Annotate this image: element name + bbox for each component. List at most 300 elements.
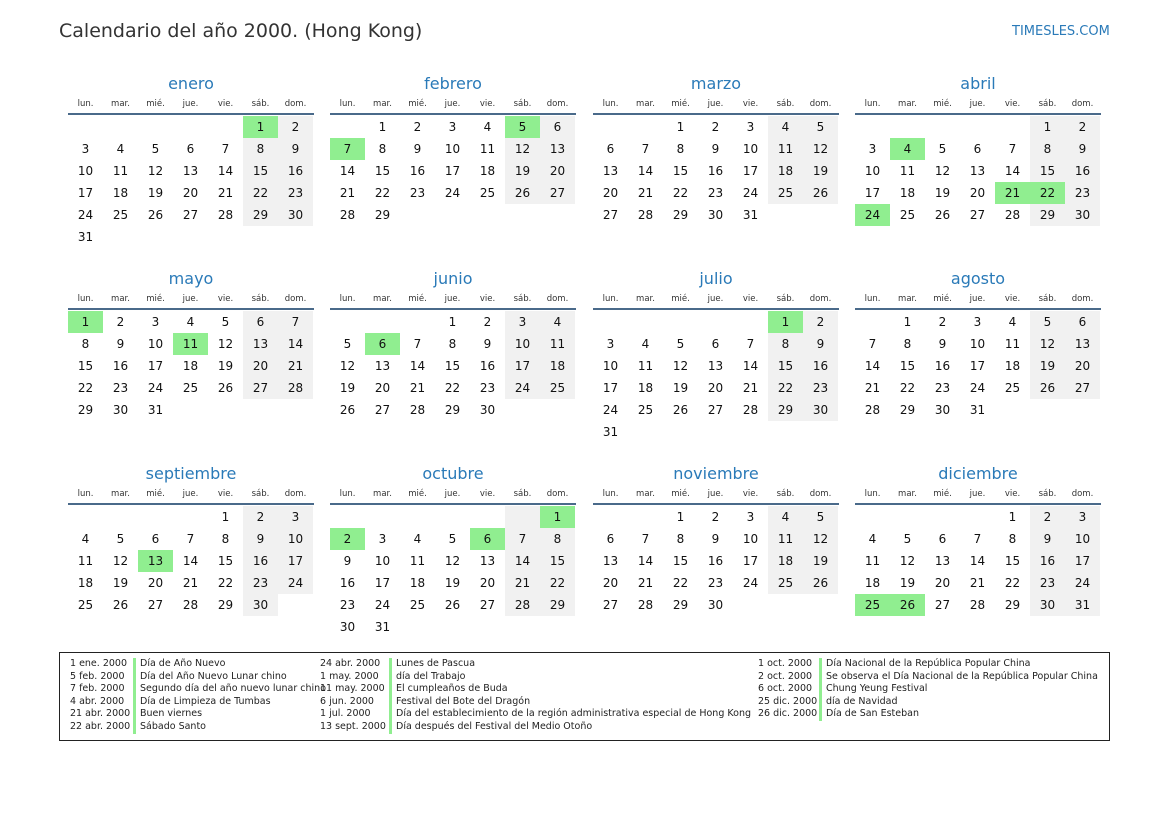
- day-cell: 27: [602, 598, 619, 612]
- empty-cell: [103, 506, 138, 528]
- day-cell: 11: [77, 554, 94, 568]
- day-cell: 25: [637, 403, 654, 417]
- day-cell: 19: [147, 186, 164, 200]
- day-cell: 6: [606, 532, 615, 546]
- weekday-label: dom.: [1071, 99, 1094, 109]
- day-cell: 6: [973, 142, 982, 156]
- day-grid: [330, 506, 576, 638]
- day-cell: 5: [803, 116, 838, 138]
- day-cell: 5: [343, 337, 352, 351]
- empty-cell: [173, 506, 208, 528]
- empty-cell: [365, 506, 400, 528]
- day-cell: 12: [339, 359, 356, 373]
- day-cell: 19: [112, 576, 129, 590]
- day-cell: 7: [746, 337, 755, 351]
- weekday-label: sáb.: [251, 489, 270, 499]
- weekday-label: dom.: [546, 99, 569, 109]
- day-cell: 27: [540, 182, 575, 204]
- month-name: febrero: [424, 74, 482, 93]
- day-cell: 10: [77, 164, 94, 178]
- empty-cell: [768, 421, 803, 443]
- month-name: mayo: [168, 269, 214, 288]
- day-cell: 18: [864, 576, 881, 590]
- day-cell: 30: [278, 204, 313, 226]
- day-cell: 15: [672, 164, 689, 178]
- day-cell: 12: [803, 528, 838, 550]
- empty-cell: [540, 204, 575, 226]
- day-cell: 5: [116, 532, 125, 546]
- day-cell: 26: [505, 182, 540, 204]
- weekday-label: jue.: [969, 294, 986, 304]
- empty-cell: [278, 399, 313, 421]
- day-cell: 9: [1030, 528, 1065, 550]
- day-cell: 14: [637, 554, 654, 568]
- weekday-label: lun.: [602, 294, 619, 304]
- day-cell: 27: [1065, 377, 1100, 399]
- day-cell: 23: [1030, 572, 1065, 594]
- day-cell: 25: [540, 377, 575, 399]
- day-cell: 23: [803, 377, 838, 399]
- day-cell: 2: [711, 510, 720, 524]
- weekday-label: vie.: [1004, 99, 1021, 109]
- day-cell: 31: [742, 208, 759, 222]
- weekday-label: dom.: [809, 99, 832, 109]
- empty-cell: [855, 311, 890, 333]
- day-cell: 18: [182, 359, 199, 373]
- day-cell: 29: [672, 208, 689, 222]
- empty-cell: [505, 204, 540, 226]
- weekday-label: mar.: [636, 294, 655, 304]
- month-name: junio: [433, 269, 473, 288]
- day-cell: 28: [1004, 208, 1021, 222]
- day-cell: 26: [444, 598, 461, 612]
- day-cell: 4: [868, 532, 877, 546]
- day-cell: 28: [864, 403, 881, 417]
- legend-item: [70, 683, 326, 696]
- day-cell: 18: [768, 550, 803, 572]
- day-cell: 13: [479, 554, 496, 568]
- day-cell: 2: [483, 315, 492, 329]
- weekday-label: vie.: [479, 294, 496, 304]
- day-cell: 20: [374, 381, 391, 395]
- day-cell: 21: [505, 572, 540, 594]
- legend-holiday-name: El cumpleaños de Buda: [396, 683, 508, 695]
- holiday-day: 7: [330, 138, 365, 160]
- day-cell: 3: [1065, 506, 1100, 528]
- day-cell: 11: [768, 138, 803, 160]
- day-cell: 4: [81, 532, 90, 546]
- weekday-label: mié.: [146, 489, 165, 499]
- day-cell: 13: [602, 554, 619, 568]
- day-grid: [68, 116, 314, 248]
- month-marzo: [593, 73, 839, 226]
- day-cell: 15: [672, 554, 689, 568]
- empty-cell: [663, 421, 698, 443]
- day-cell: 7: [641, 142, 650, 156]
- legend-item: [70, 658, 326, 671]
- empty-cell: [243, 226, 278, 248]
- day-cell: 12: [899, 554, 916, 568]
- legend-marker: [389, 671, 392, 684]
- day-cell: 30: [479, 403, 496, 417]
- weekday-label: mié.: [146, 99, 165, 109]
- day-cell: 27: [934, 598, 951, 612]
- day-cell: 10: [864, 164, 881, 178]
- empty-cell: [733, 421, 768, 443]
- day-cell: 22: [672, 576, 689, 590]
- holiday-day: 24: [855, 204, 890, 226]
- day-cell: 21: [969, 576, 986, 590]
- day-cell: 9: [711, 532, 720, 546]
- empty-cell: [855, 116, 890, 138]
- day-cell: 15: [374, 164, 391, 178]
- holiday-day: 26: [890, 594, 925, 616]
- day-cell: 10: [742, 532, 759, 546]
- day-cell: 23: [112, 381, 129, 395]
- day-cell: 9: [413, 142, 422, 156]
- day-cell: 24: [1065, 572, 1100, 594]
- day-cell: 12: [112, 554, 129, 568]
- weekday-label: mié.: [408, 489, 427, 499]
- day-cell: 22: [444, 381, 461, 395]
- empty-cell: [208, 116, 243, 138]
- legend-date: 24 abr. 2000: [320, 658, 381, 669]
- weekday-label: mar.: [373, 294, 392, 304]
- legend-item: [320, 721, 751, 734]
- day-cell: 21: [742, 381, 759, 395]
- weekday-label: mar.: [111, 99, 130, 109]
- day-cell: 28: [969, 598, 986, 612]
- day-cell: 26: [147, 208, 164, 222]
- day-cell: 30: [707, 208, 724, 222]
- weekday-label: mar.: [636, 99, 655, 109]
- legend-marker: [389, 721, 392, 734]
- day-cell: 19: [444, 576, 461, 590]
- empty-cell: [593, 506, 628, 528]
- day-cell: 21: [409, 381, 426, 395]
- day-cell: 19: [803, 160, 838, 182]
- day-cell: 18: [409, 576, 426, 590]
- day-cell: 4: [186, 315, 195, 329]
- legend-date: 21 abr. 2000: [70, 708, 131, 720]
- day-cell: 13: [1065, 333, 1100, 355]
- day-cell: 14: [742, 359, 759, 373]
- day-cell: 20: [540, 160, 575, 182]
- weekday-label: lun.: [864, 489, 881, 499]
- legend-marker: [133, 721, 136, 734]
- day-cell: 31: [969, 403, 986, 417]
- day-cell: 17: [77, 186, 94, 200]
- weekday-label: mié.: [146, 294, 165, 304]
- day-cell: 17: [969, 359, 986, 373]
- day-cell: 14: [969, 554, 986, 568]
- empty-cell: [435, 204, 470, 226]
- holiday-day: 11: [173, 333, 208, 355]
- month-agosto: [855, 268, 1101, 421]
- day-cell: 26: [672, 403, 689, 417]
- day-cell: 14: [217, 164, 234, 178]
- day-cell: 25: [479, 186, 496, 200]
- day-cell: 7: [186, 532, 195, 546]
- day-cell: 23: [243, 572, 278, 594]
- legend-holiday-name: día de Navidad: [826, 695, 898, 707]
- empty-cell: [505, 616, 540, 638]
- legend-column: [758, 658, 1098, 721]
- weekday-header: [330, 290, 576, 310]
- day-cell: 12: [672, 359, 689, 373]
- day-cell: 16: [934, 359, 951, 373]
- day-cell: 10: [444, 142, 461, 156]
- legend-item: [320, 696, 751, 709]
- day-cell: 5: [1030, 311, 1065, 333]
- day-cell: 4: [768, 116, 803, 138]
- empty-cell: [855, 506, 890, 528]
- legend-item: [70, 708, 326, 721]
- day-cell: 16: [243, 550, 278, 572]
- day-cell: 1: [378, 120, 387, 134]
- day-cell: 2: [1065, 116, 1100, 138]
- legend-item: [758, 683, 1098, 696]
- empty-cell: [663, 311, 698, 333]
- empty-cell: [960, 116, 995, 138]
- day-cell: 14: [637, 164, 654, 178]
- day-cell: 9: [278, 138, 313, 160]
- day-cell: 9: [116, 337, 125, 351]
- day-cell: 29: [444, 403, 461, 417]
- weekday-label: vie.: [217, 99, 234, 109]
- day-cell: 1: [676, 510, 685, 524]
- day-cell: 24: [374, 598, 391, 612]
- weekday-label: dom.: [546, 294, 569, 304]
- day-cell: 9: [243, 528, 278, 550]
- empty-cell: [540, 616, 575, 638]
- day-cell: 20: [147, 576, 164, 590]
- month-septiembre: [68, 463, 314, 616]
- legend-marker: [133, 658, 136, 671]
- site-link[interactable]: TIMESLES.COM: [1012, 24, 1110, 39]
- day-cell: 12: [444, 554, 461, 568]
- day-cell: 6: [606, 142, 615, 156]
- empty-cell: [628, 311, 663, 333]
- day-cell: 4: [768, 506, 803, 528]
- day-cell: 13: [243, 333, 278, 355]
- weekday-label: mié.: [933, 294, 952, 304]
- day-cell: 30: [243, 594, 278, 616]
- day-cell: 23: [707, 576, 724, 590]
- empty-cell: [208, 399, 243, 421]
- weekday-label: sáb.: [1038, 294, 1057, 304]
- day-cell: 16: [278, 160, 313, 182]
- day-cell: 28: [637, 598, 654, 612]
- empty-cell: [803, 204, 838, 226]
- weekday-header: [330, 95, 576, 115]
- day-cell: 25: [899, 208, 916, 222]
- day-cell: 29: [243, 204, 278, 226]
- empty-cell: [173, 399, 208, 421]
- weekday-label: sáb.: [776, 294, 795, 304]
- legend-date: 26 dic. 2000: [758, 708, 818, 720]
- day-cell: 7: [505, 528, 540, 550]
- empty-cell: [330, 311, 365, 333]
- day-cell: 2: [1030, 506, 1065, 528]
- day-cell: 11: [864, 554, 881, 568]
- weekday-label: dom.: [546, 489, 569, 499]
- weekday-label: lun.: [77, 294, 94, 304]
- legend-item: [758, 671, 1098, 684]
- weekday-label: jue.: [444, 489, 461, 499]
- day-cell: 19: [505, 160, 540, 182]
- day-cell: 17: [444, 164, 461, 178]
- weekday-label: vie.: [742, 99, 759, 109]
- legend-marker: [389, 696, 392, 709]
- holiday-day: 25: [855, 594, 890, 616]
- day-cell: 16: [1065, 160, 1100, 182]
- day-cell: 7: [868, 337, 877, 351]
- empty-cell: [278, 594, 313, 616]
- day-cell: 17: [374, 576, 391, 590]
- day-cell: 8: [540, 528, 575, 550]
- day-cell: 6: [243, 311, 278, 333]
- day-cell: 27: [969, 208, 986, 222]
- weekday-label: mar.: [373, 489, 392, 499]
- weekday-label: lun.: [339, 99, 356, 109]
- day-cell: 22: [1004, 576, 1021, 590]
- legend-date: 2 oct. 2000: [758, 670, 813, 682]
- day-cell: 8: [676, 142, 685, 156]
- legend-marker: [133, 671, 136, 684]
- weekday-label: sáb.: [776, 99, 795, 109]
- day-cell: 2: [938, 315, 947, 329]
- legend-marker: [389, 683, 392, 696]
- weekday-label: lun.: [602, 489, 619, 499]
- day-cell: 28: [182, 598, 199, 612]
- day-cell: 31: [374, 620, 391, 634]
- month-octubre: [330, 463, 576, 638]
- legend-holiday-name: Día de Limpieza de Tumbas: [140, 695, 271, 707]
- weekday-label: vie.: [1004, 294, 1021, 304]
- day-cell: 15: [243, 160, 278, 182]
- day-cell: 25: [77, 598, 94, 612]
- day-cell: 9: [483, 337, 492, 351]
- day-cell: 3: [505, 311, 540, 333]
- day-cell: 15: [899, 359, 916, 373]
- day-cell: 17: [147, 359, 164, 373]
- month-name: noviembre: [673, 464, 759, 483]
- empty-cell: [103, 226, 138, 248]
- day-cell: 30: [339, 620, 356, 634]
- empty-cell: [1030, 399, 1065, 421]
- legend-holiday-name: Festival del Bote del Dragón: [396, 695, 531, 707]
- day-cell: 3: [606, 337, 615, 351]
- legend-marker: [133, 683, 136, 696]
- day-cell: 11: [112, 164, 129, 178]
- legend-holiday-name: Día Nacional de la República Popular China: [826, 658, 1031, 669]
- day-cell: 2: [413, 120, 422, 134]
- day-cell: 17: [278, 550, 313, 572]
- legend-date: 11 may. 2000: [320, 683, 385, 695]
- day-cell: 29: [672, 598, 689, 612]
- weekday-label: vie.: [479, 489, 496, 499]
- day-cell: 19: [339, 381, 356, 395]
- weekday-label: dom.: [284, 294, 307, 304]
- day-cell: 26: [934, 208, 951, 222]
- day-cell: 28: [742, 403, 759, 417]
- day-cell: 29: [768, 399, 803, 421]
- day-cell: 1: [1008, 510, 1017, 524]
- day-cell: 31: [1065, 594, 1100, 616]
- empty-cell: [173, 116, 208, 138]
- empty-cell: [593, 311, 628, 333]
- day-cell: 16: [707, 554, 724, 568]
- weekday-label: sáb.: [513, 294, 532, 304]
- day-cell: 6: [711, 337, 720, 351]
- month-name: marzo: [690, 74, 742, 93]
- day-cell: 22: [768, 377, 803, 399]
- day-cell: 16: [803, 355, 838, 377]
- empty-cell: [505, 506, 540, 528]
- day-cell: 21: [217, 186, 234, 200]
- day-cell: 27: [182, 208, 199, 222]
- legend-holiday-name: Segundo día del año nuevo lunar chino: [140, 683, 327, 695]
- weekday-header: [68, 95, 314, 115]
- empty-cell: [470, 204, 505, 226]
- weekday-label: sáb.: [251, 294, 270, 304]
- weekday-label: vie.: [217, 489, 234, 499]
- weekday-header: [330, 485, 576, 505]
- empty-cell: [400, 506, 435, 528]
- day-cell: 5: [448, 532, 457, 546]
- day-grid: [593, 116, 839, 226]
- day-cell: 17: [742, 554, 759, 568]
- empty-cell: [803, 421, 838, 443]
- day-cell: 15: [540, 550, 575, 572]
- day-cell: 29: [374, 208, 391, 222]
- legend-date: 1 jul. 2000: [320, 708, 371, 720]
- day-cell: 24: [969, 381, 986, 395]
- legend-date: 5 feb. 2000: [70, 670, 125, 682]
- day-cell: 4: [116, 142, 125, 156]
- day-cell: 6: [151, 532, 160, 546]
- day-cell: 1: [903, 315, 912, 329]
- legend-marker: [819, 671, 822, 684]
- day-cell: 10: [278, 528, 313, 550]
- day-cell: 12: [1030, 333, 1065, 355]
- day-cell: 20: [602, 186, 619, 200]
- weekday-label: mié.: [671, 294, 690, 304]
- legend-marker: [819, 658, 822, 671]
- empty-cell: [400, 616, 435, 638]
- empty-cell: [960, 506, 995, 528]
- weekday-label: mar.: [898, 99, 917, 109]
- weekday-label: jue.: [969, 99, 986, 109]
- day-cell: 21: [182, 576, 199, 590]
- day-cell: 8: [676, 532, 685, 546]
- holiday-day: 1: [68, 311, 103, 333]
- weekday-header: [855, 290, 1101, 310]
- holiday-day: 2: [330, 528, 365, 550]
- weekday-label: mar.: [898, 294, 917, 304]
- weekday-label: mar.: [111, 294, 130, 304]
- legend-marker: [389, 708, 392, 721]
- day-cell: 3: [746, 120, 755, 134]
- holiday-day: 5: [505, 116, 540, 138]
- day-cell: 23: [1065, 182, 1100, 204]
- day-cell: 3: [378, 532, 387, 546]
- day-cell: 3: [746, 510, 755, 524]
- weekday-label: vie.: [742, 294, 759, 304]
- day-cell: 3: [151, 315, 160, 329]
- day-cell: 21: [864, 381, 881, 395]
